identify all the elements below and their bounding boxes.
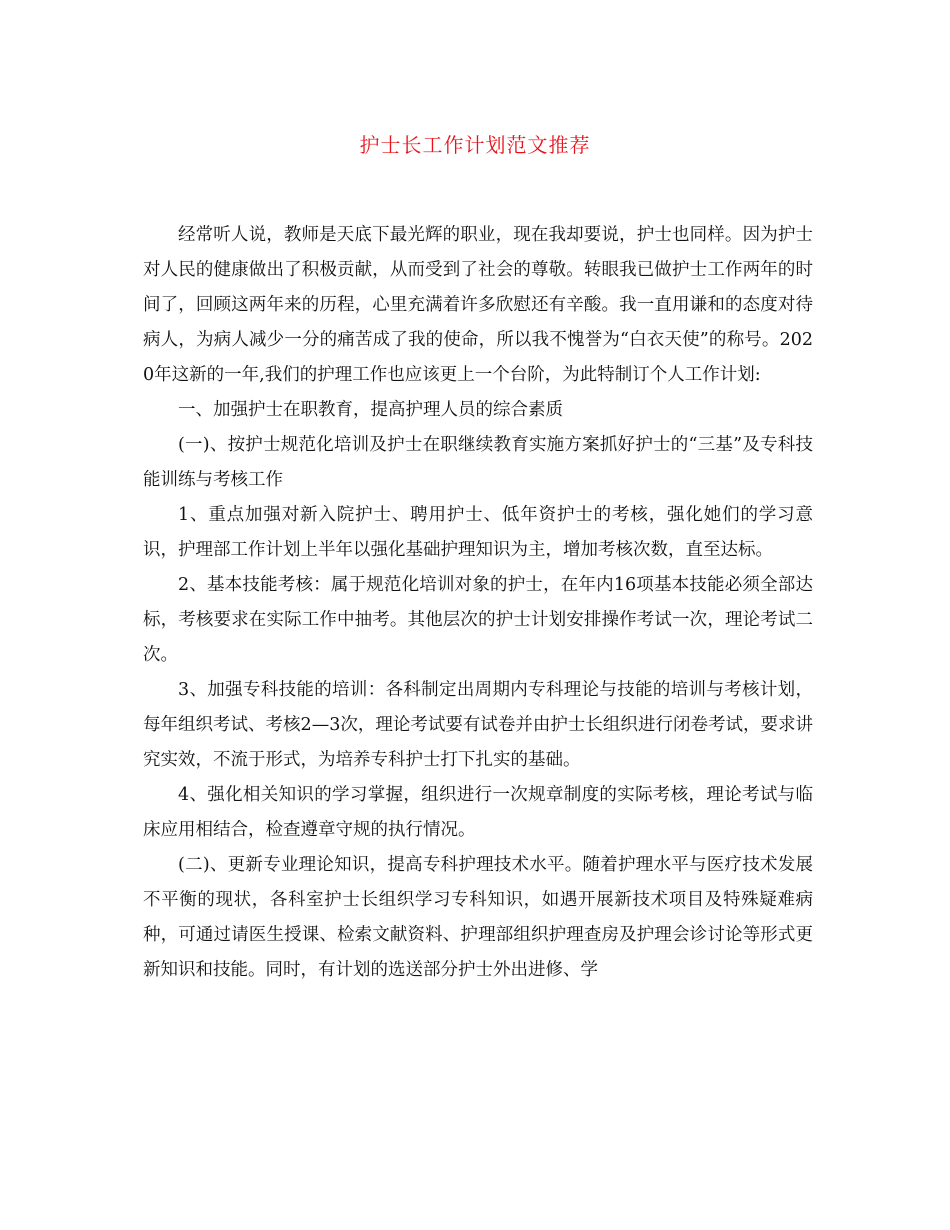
paragraph: 4、强化相关知识的学习掌握，组织进行一次规章制度的实际考核，理论考试与临床应用相结合，检查遵章守规的执行情况。 bbox=[143, 785, 813, 840]
paragraph: (二)、更新专业理论知识，提高专科护理技术水平。随着护理水平与医疗技术发展不平衡的现状，各科室护士长组织学习专科知识，如遇开展新技术项目及特殊疑难病种，可通过请医生授课、检索文献资料、护理部组织护理查房及护理会诊讨论等形式更新知识和技能。同时，有计划的选送部分护士外出进修、学 bbox=[143, 855, 813, 980]
paragraph: 经常听人说，教师是天底下最光辉的职业，现在我却要说，护士也同样。因为护士对人民的健康做出了积极贡献，从而受到了社会的尊敬。转眼我已做护士工作两年的时间了，回顾这两年来的历程，心里充满着许多欣慰还有辛酸。我一直用谦和的态度对待病人，为病人减少一分的痛苦成了我的使命，所以我不愧誉为“白衣天使”的称号。2020年这新的一年,我们的护理工作也应该更上一个台阶，为此特制订个人工作计划: bbox=[143, 225, 813, 385]
document-body bbox=[143, 218, 813, 988]
paragraph: 一、加强护士在职教育，提高护理人员的综合素质 bbox=[178, 400, 563, 420]
paragraph: 1、重点加强对新入院护士、聘用护士、低年资护士的考核，强化她们的学习意识，护理部工作计划上半年以强化基础护理知识为主，增加考核次数，直至达标。 bbox=[143, 505, 813, 560]
document-title: 护士长工作计划范文推荐 bbox=[359, 133, 591, 157]
paragraph: (一)、按护士规范化培训及护士在职继续教育实施方案抓好护士的“三基”及专科技能训练与考核工作 bbox=[143, 435, 813, 490]
paragraph: 3、加强专科技能的培训：各科制定出周期内专科理论与技能的培训与考核计划，每年组织考试、考核2—3次，理论考试要有试卷并由护士长组织进行闭卷考试，要求讲究实效，不流于形式，为培养专科护士打下扎实的基础。 bbox=[143, 680, 813, 770]
paragraph: 2、基本技能考核：属于规范化培训对象的护士，在年内16项基本技能必须全部达标，考核要求在实际工作中抽考。其他层次的护士计划安排操作考试一次，理论考试二次。 bbox=[143, 575, 813, 665]
